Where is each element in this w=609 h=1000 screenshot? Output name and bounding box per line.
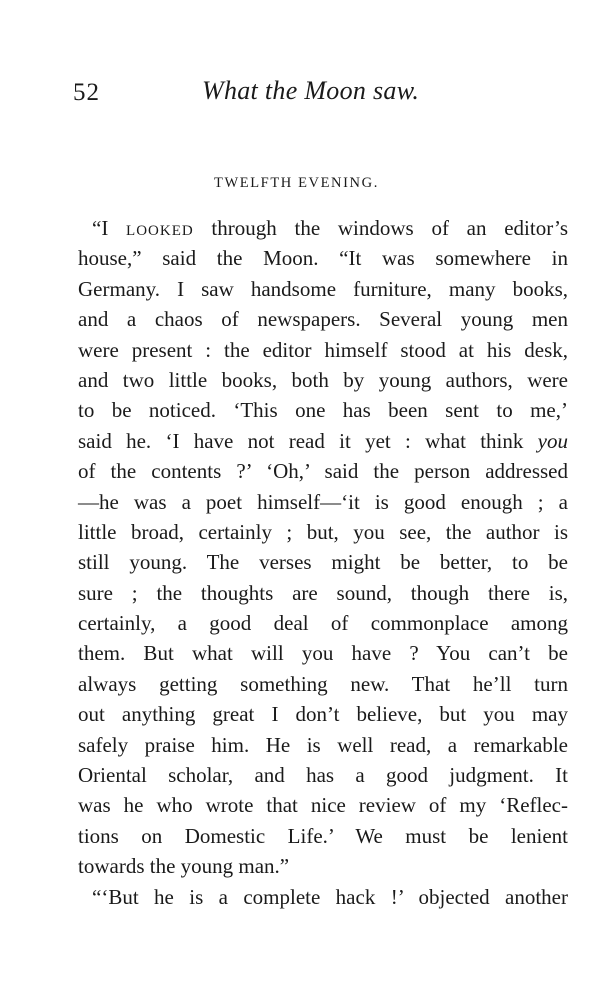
text-line: tions on Domestic Life.’ We must be lenient xyxy=(78,823,568,848)
text-line: were present : the editor himself stood at his desk, xyxy=(78,337,568,362)
small-caps-word: looked xyxy=(126,216,194,240)
text-line: and a chaos of newspapers. Several young men xyxy=(78,307,568,332)
text-span: through the windows of an editor’s xyxy=(193,216,568,240)
text-line xyxy=(78,213,568,243)
section-title: TWELFTH EVENING. xyxy=(214,175,379,191)
text-line: towards the young man.” xyxy=(78,854,290,879)
text-line: safely praise him. He is well read, a remarkable xyxy=(78,732,568,757)
text-line: house,” said the Moon. “It was somewhere in xyxy=(78,246,568,271)
text-line: sure ; the thoughts are sound, though there is, xyxy=(78,580,568,605)
italic-word: you xyxy=(537,428,568,453)
body-text xyxy=(78,213,568,912)
text-line: was he who wrote that nice review of my ‘Reflec- xyxy=(78,793,568,818)
text-line: Oriental scholar, and has a good judgment. It xyxy=(78,763,568,788)
text-line: of the contents ?’ ‘Oh,’ said the person addressed xyxy=(78,459,568,484)
running-title: What the Moon saw. xyxy=(202,76,420,105)
text-line: out anything great I don’t believe, but you may xyxy=(78,702,568,727)
text-line xyxy=(78,426,568,456)
text-span: said he. ‘I have not read it yet : what think xyxy=(78,428,538,453)
text-line: certainly, a good deal of commonplace among xyxy=(78,611,568,636)
page-number: 52 xyxy=(73,79,100,106)
text-line: and two little books, both by young authors, were xyxy=(78,367,568,392)
text-line: little broad, certainly ; but, you see, the author is xyxy=(78,519,568,544)
text-line: them. But what will you have ? You can’t be xyxy=(78,641,568,666)
text-line: —he was a poet himself—‘it is good enough ; a xyxy=(78,489,568,514)
text-line: still young. The verses might be better, to be xyxy=(78,550,568,575)
text-span: “I xyxy=(92,216,127,240)
text-line: always getting something new. That he’ll turn xyxy=(78,671,568,696)
text-line: Germany. I saw handsome furniture, many books, xyxy=(78,276,568,301)
text-line: “‘But he is a complete hack !’ objected another xyxy=(92,884,568,909)
text-line: to be noticed. ‘This one has been sent to me,’ xyxy=(78,398,568,423)
